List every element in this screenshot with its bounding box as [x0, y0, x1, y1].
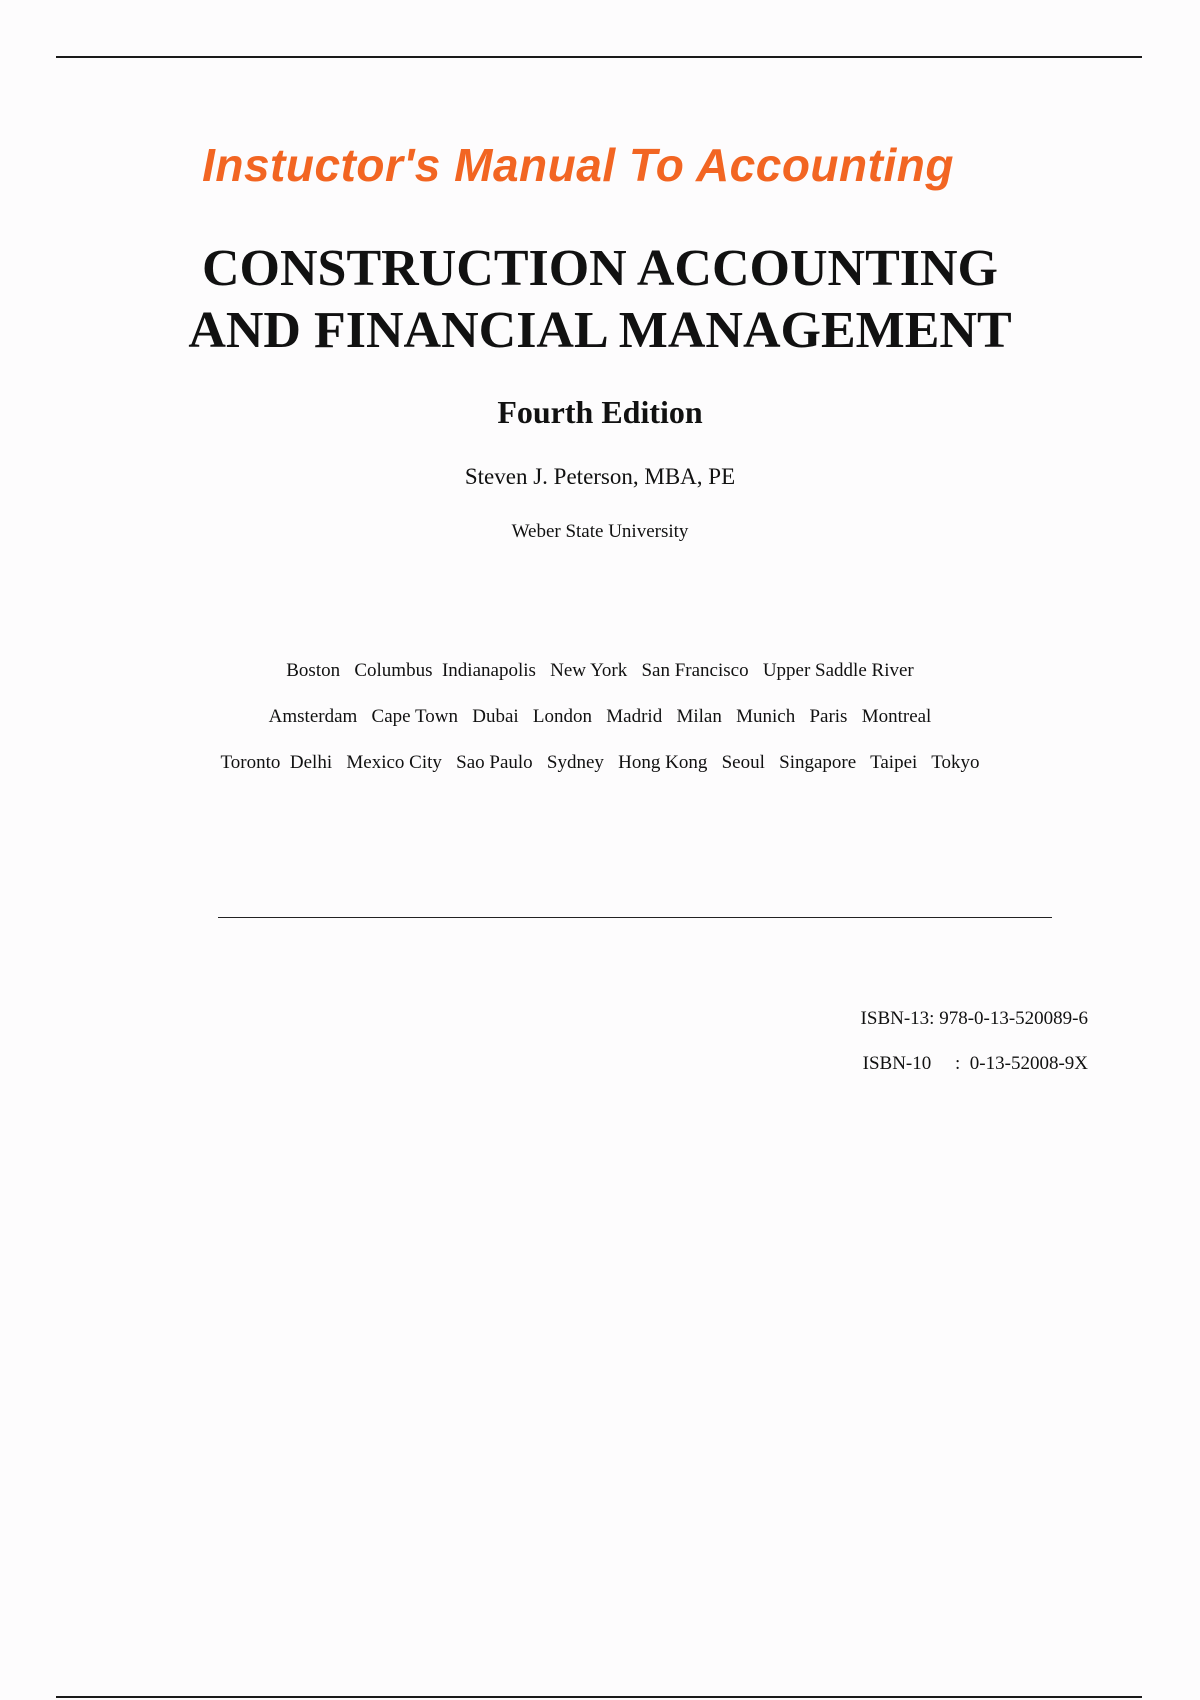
publisher-cities-line-2: Amsterdam Cape Town Dubai London Madrid Milan Munich Paris Montreal	[268, 706, 932, 727]
book-title-line-2: AND FINANCIAL MANAGEMENT	[188, 302, 1012, 359]
publisher-cities-line-3: Toronto Delhi Mexico City Sao Paulo Sydney Hong Kong Seoul Singapore Taipei Tokyo	[220, 752, 980, 773]
instructor-manual-banner: Instuctor's Manual To Accounting	[202, 139, 954, 191]
publisher-cities-line-1: Boston Columbus Indianapolis New York San Francisco Upper Saddle River	[286, 660, 914, 681]
bottom-rule	[56, 1696, 1142, 1698]
isbn-13: ISBN-13: 978-0-13-520089-6	[860, 1008, 1088, 1029]
book-title-line-1: CONSTRUCTION ACCOUNTING	[202, 240, 998, 297]
edition-label: Fourth Edition	[497, 394, 703, 430]
top-rule	[56, 56, 1142, 58]
author-affiliation: Weber State University	[511, 521, 689, 542]
isbn-10: ISBN-10 : 0-13-52008-9X	[862, 1053, 1088, 1074]
section-divider	[218, 917, 1052, 918]
book-title	[0, 238, 1200, 362]
author-name: Steven J. Peterson, MBA, PE	[464, 464, 736, 489]
